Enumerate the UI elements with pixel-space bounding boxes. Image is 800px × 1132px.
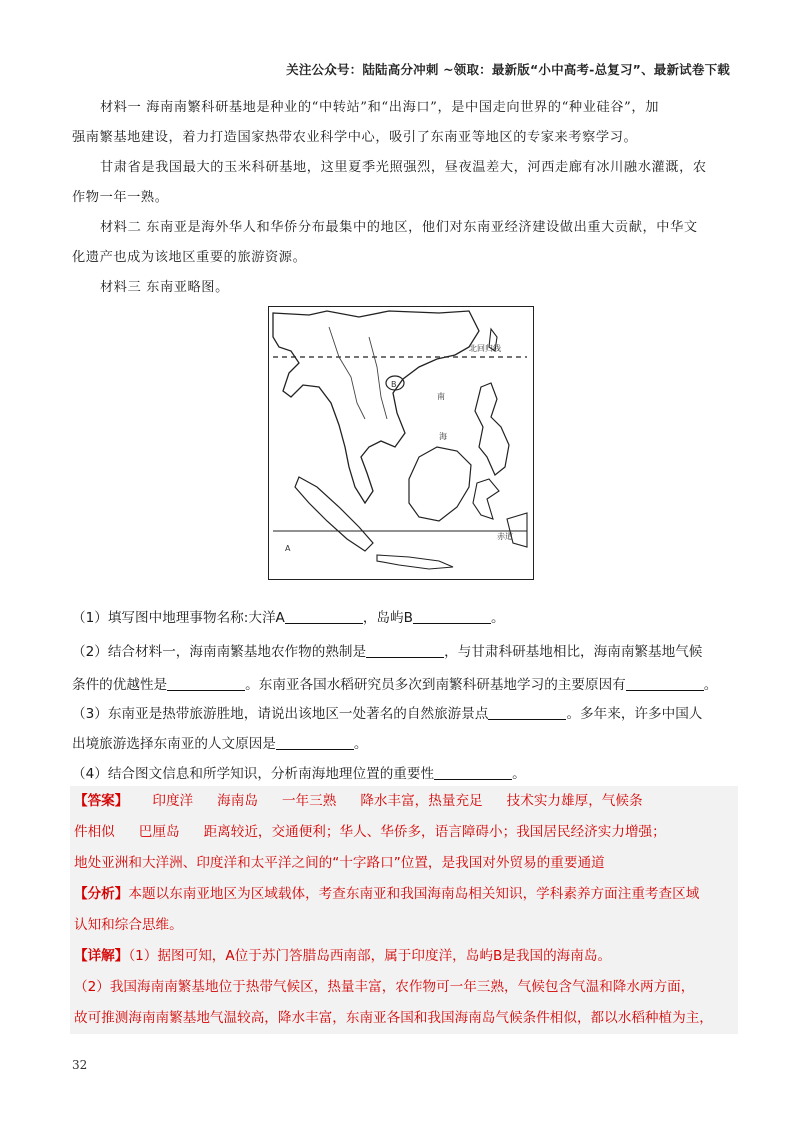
material2-line2: 化遗产也成为该地区重要的旅游资源。: [72, 250, 307, 265]
question-4: [72, 759, 732, 789]
answer-4: 降水丰富，热量充足: [360, 793, 483, 809]
label-equator: 赤道: [497, 532, 513, 541]
q4-blank: [434, 765, 512, 780]
q2-text-d: 。东南亚各国水稻研究员多次到南繁科研基地学习的主要原因有: [245, 677, 626, 693]
analysis-tag: 【分析】: [74, 886, 129, 902]
q3-text-d: 。: [353, 736, 368, 752]
q1-text-c: 。: [490, 610, 505, 626]
q1-text-b: ，岛屿B: [362, 610, 413, 626]
detail-tag: 【详解】: [74, 948, 129, 964]
q3-text-a: （3）东南亚是热带旅游胜地，请说出该地区一处著名的自然旅游景点: [72, 706, 489, 722]
label-tropic: 北回归线: [469, 344, 501, 353]
answer-6: 巴厘岛: [138, 824, 180, 840]
philippines-outline: [475, 383, 509, 475]
material1-line2: 强南繁基地建设，着力打造国家热带农业科学中心，吸引了东南亚等地区的专家来考察学习。: [72, 130, 638, 145]
q3-text-b: 。多年来，许多中国人: [566, 706, 703, 722]
material2-line1: 材料二 东南亚是海外华人和华侨分布最集中的地区，他们对东南亚经济建设做出重大贡献，中华文: [100, 220, 698, 235]
answer-5-part1: 技术实力雄厚，气候条: [506, 793, 643, 809]
page-number: 32: [72, 1058, 88, 1072]
q4-text-b: 。: [512, 766, 526, 782]
borneo-outline: [409, 447, 471, 521]
q2-text-c: 条件的优越性是: [72, 677, 168, 693]
analysis-line2: 认知和综合思维。: [74, 917, 183, 933]
detail-line2: （2）我国海南南繁基地位于热带气候区，热量丰富，农作物可一年三熟，气候包含气温和降水两方面，: [74, 979, 695, 995]
gansu-line1: 甘肃省是我国最大的玉米科研基地，这里夏季光照强烈，昼夜温差大，河西走廊有冰川融水灌溉，农: [100, 160, 707, 175]
label-sea-1: 南: [437, 392, 445, 401]
q1-blank-ocean: [285, 609, 363, 624]
label-a: A: [285, 544, 291, 553]
mainland-outline: [273, 311, 479, 503]
question-3-line1: [72, 699, 732, 729]
q3-blank-2: [276, 735, 354, 750]
gansu-line2: 作物一年一熟。: [72, 190, 169, 205]
answer-7: 距离较近，交通便利；华人、华侨多，语言障碍小；我国居民经济实力增强；: [203, 824, 666, 840]
detail-line1: [74, 941, 734, 972]
answer-block: [70, 786, 738, 1034]
question-1: [72, 603, 732, 633]
q2-blank-2: [167, 676, 245, 691]
analysis-line1: [74, 879, 734, 910]
material1-line1: 材料一 海南南繁科研基地是种业的“中转站”和“出海口”，是中国走向世界的“种业硅谷”，加: [100, 100, 659, 115]
q2-blank-3: [626, 676, 704, 691]
page-header: 关注公众号：陆陆高分冲刺 ~领取：最新版“小中高考-总复习”、最新试卷下载: [286, 62, 730, 77]
q4-text-a: （4）结合图文信息和所学知识，分析南海地理位置的重要性: [72, 766, 435, 782]
river-line: [369, 337, 387, 419]
q3-text-c: 出境旅游选择东南亚的人文原因是: [72, 736, 276, 752]
question-2-line1: [72, 637, 732, 667]
question-2-line2: [72, 670, 732, 700]
answer-line1: [74, 786, 734, 817]
answer-1: 印度洋: [152, 793, 194, 809]
q1-blank-island: [413, 609, 491, 624]
answer-5-part2: 件相似: [74, 824, 115, 840]
sulawesi-outline: [473, 479, 499, 519]
q2-text-b: ，与甘肃科研基地相比，海南南繁基地气候: [444, 644, 703, 660]
answer-line2: [74, 817, 734, 848]
label-sea-2: 海: [439, 432, 447, 441]
q2-text-a: （2）结合材料一，海南南繁基地农作物的熟制是: [72, 644, 367, 660]
q1-text-a: （1）填写图中地理事物名称:大洋A: [72, 610, 285, 626]
southeast-asia-map: [268, 306, 534, 580]
sumatra-outline: [295, 477, 373, 551]
detail-line3: 故可推测海南南繁基地气温较高，降水丰富，东南亚各国和我国海南岛气候条件相似，都以水稻种植为主，: [74, 1010, 713, 1026]
material3-caption: 材料三 东南亚略图。: [100, 280, 229, 295]
detail-text-1: （1）据图可知，A位于苏门答腊岛西南部，属于印度洋，岛屿B是我国的海南岛。: [128, 948, 612, 964]
answer-tag: 【答案】: [74, 793, 129, 809]
answer-2: 海南岛: [217, 793, 258, 809]
java-outline: [377, 555, 453, 569]
q3-blank-1: [488, 705, 566, 720]
map-svg: [269, 307, 533, 579]
question-3-line2: [72, 729, 732, 759]
river-line: [329, 327, 365, 419]
q2-text-e: 。: [703, 677, 718, 693]
q2-blank-1: [366, 643, 444, 658]
answer-line3: 地处亚洲和大洋洲、印度洋和太平洋之间的“十字路口”位置，是我国对外贸易的重要通道: [74, 855, 605, 871]
analysis-text-1: 本题以东南亚地区为区域载体，考查东南亚和我国海南岛相关知识，学科素养方面注重考查区域: [128, 886, 700, 902]
new-guinea-outline: [507, 513, 527, 547]
label-b: B: [391, 380, 397, 389]
answer-3: 一年三熟: [281, 793, 337, 809]
